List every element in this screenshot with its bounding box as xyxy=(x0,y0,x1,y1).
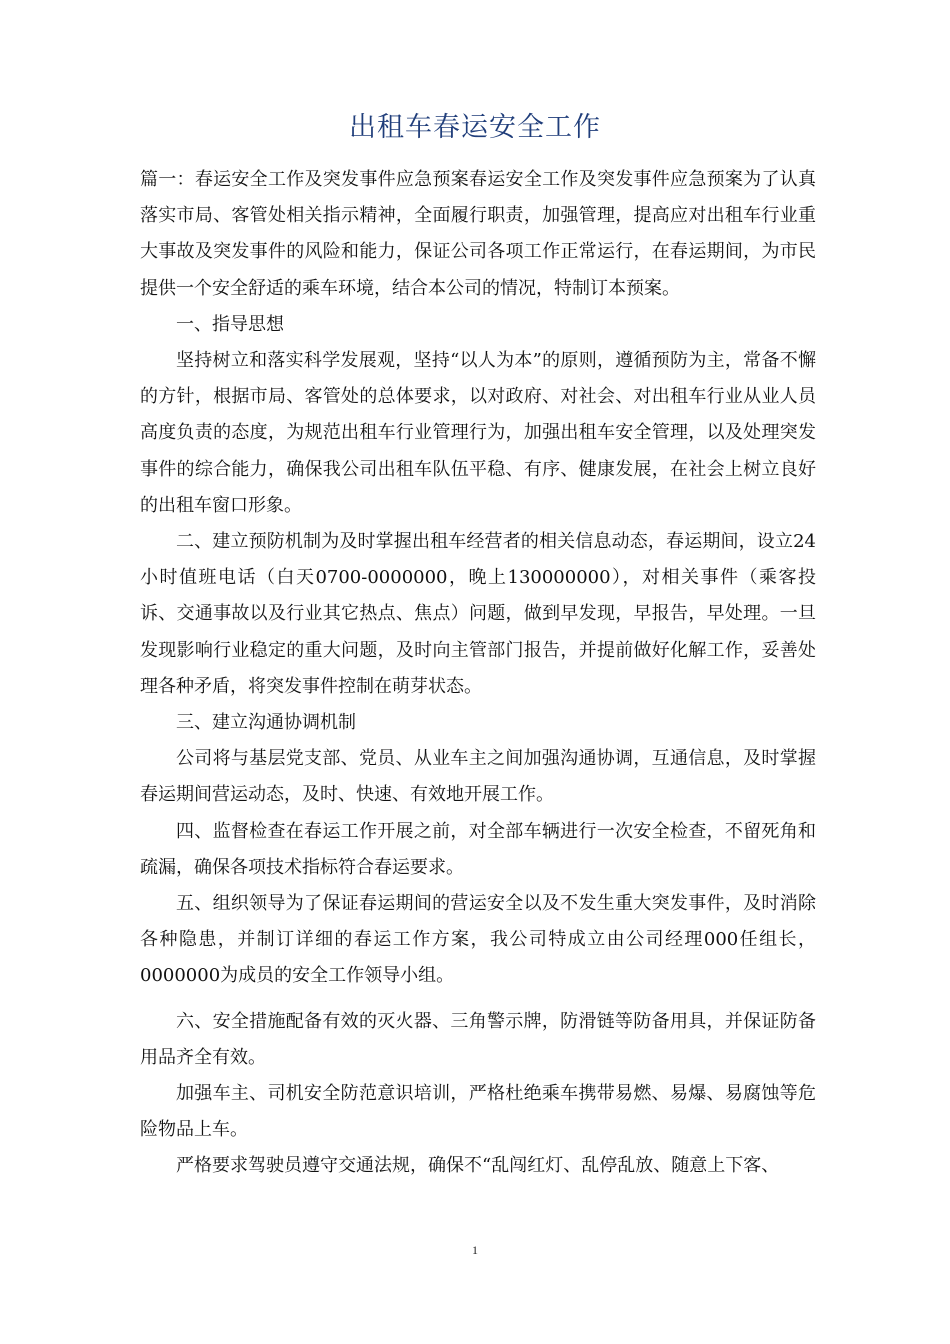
document-title: 出租车春运安全工作 xyxy=(349,112,601,143)
paragraph-prevention-mechanism: 二、建立预防机制为及时掌握出租车经营者的相关信息动态，春运期间，设立24小时值班电话（白天0700-0000000，晚上130000000），对相关事件（乘客投诉、交通事故以及行业其它热点、焦点）问题，做到早发现，早报告，早处理。一旦发现影响行业稳定的重大问题，及时向主管部门报告，并提前做好化解工作，妥善处理各种矛盾，将突发事件控制在萌芽状态。 xyxy=(140,531,816,697)
paragraph-leadership: 五、组织领导为了保证春运期间的营运安全以及不发生重大突发事件，及时消除各种隐患，并制订详细的春运工作方案，我公司特成立由公司经理000任组长，0000000为成员的安全工作领导小组。 xyxy=(140,893,816,987)
heading-guiding-ideology: 一、指导思想 xyxy=(176,313,284,335)
paragraph-safety-measures: 六、安全措施配备有效的灭火器、三角警示牌，防滑链等防备用具，并保证防备用品齐全有效。 xyxy=(140,1010,816,1068)
paragraph-training: 加强车主、司机安全防范意识培训，严格杜绝乘车携带易燃、易爆、易腐蚀等危险物品上车。 xyxy=(140,1083,816,1141)
paragraph-communication-mechanism: 公司将与基层党支部、党员、从业车主之间加强沟通协调，互通信息，及时掌握春运期间营运动态，及时、快速、有效地开展工作。 xyxy=(140,748,816,806)
paragraph-inspection: 四、监督检查在春运工作开展之前，对全部车辆进行一次安全检查，不留死角和疏漏，确保各项技术指标符合春运要求。 xyxy=(140,820,816,878)
document-body xyxy=(140,162,816,1185)
paragraph-intro: 篇一：春运安全工作及突发事件应急预案春运安全工作及突发事件应急预案为了认真落实市局、客管处相关指示精神，全面履行职责，加强管理，提高应对出租车行业重大事故及突发事件的风险和能力，保证公司各项工作正常运行，在春运期间，为市民提供一个安全舒适的乘车环境，结合本公司的情况，特制订本预案。 xyxy=(140,169,816,299)
page-number: 1 xyxy=(472,1243,478,1257)
paragraph-guiding-ideology: 坚持树立和落实科学发展观，坚持“以人为本”的原则，遵循预防为主，常备不懈的方针，根据市局、客管处的总体要求，以对政府、对社会、对出租车行业从业人员高度负责的态度，为规范出租车行业管理行为，加强出租车安全管理，以及处理突发事件的综合能力，确保我公司出租车队伍平稳、有序、健康发展，在社会上树立良好的出租车窗口形象。 xyxy=(140,350,816,516)
heading-communication-mechanism: 三、建立沟通协调机制 xyxy=(176,712,356,734)
paragraph-traffic-rules: 严格要求驾驶员遵守交通法规，确保不“乱闯红灯、乱停乱放、随意上下客、 xyxy=(176,1155,780,1177)
